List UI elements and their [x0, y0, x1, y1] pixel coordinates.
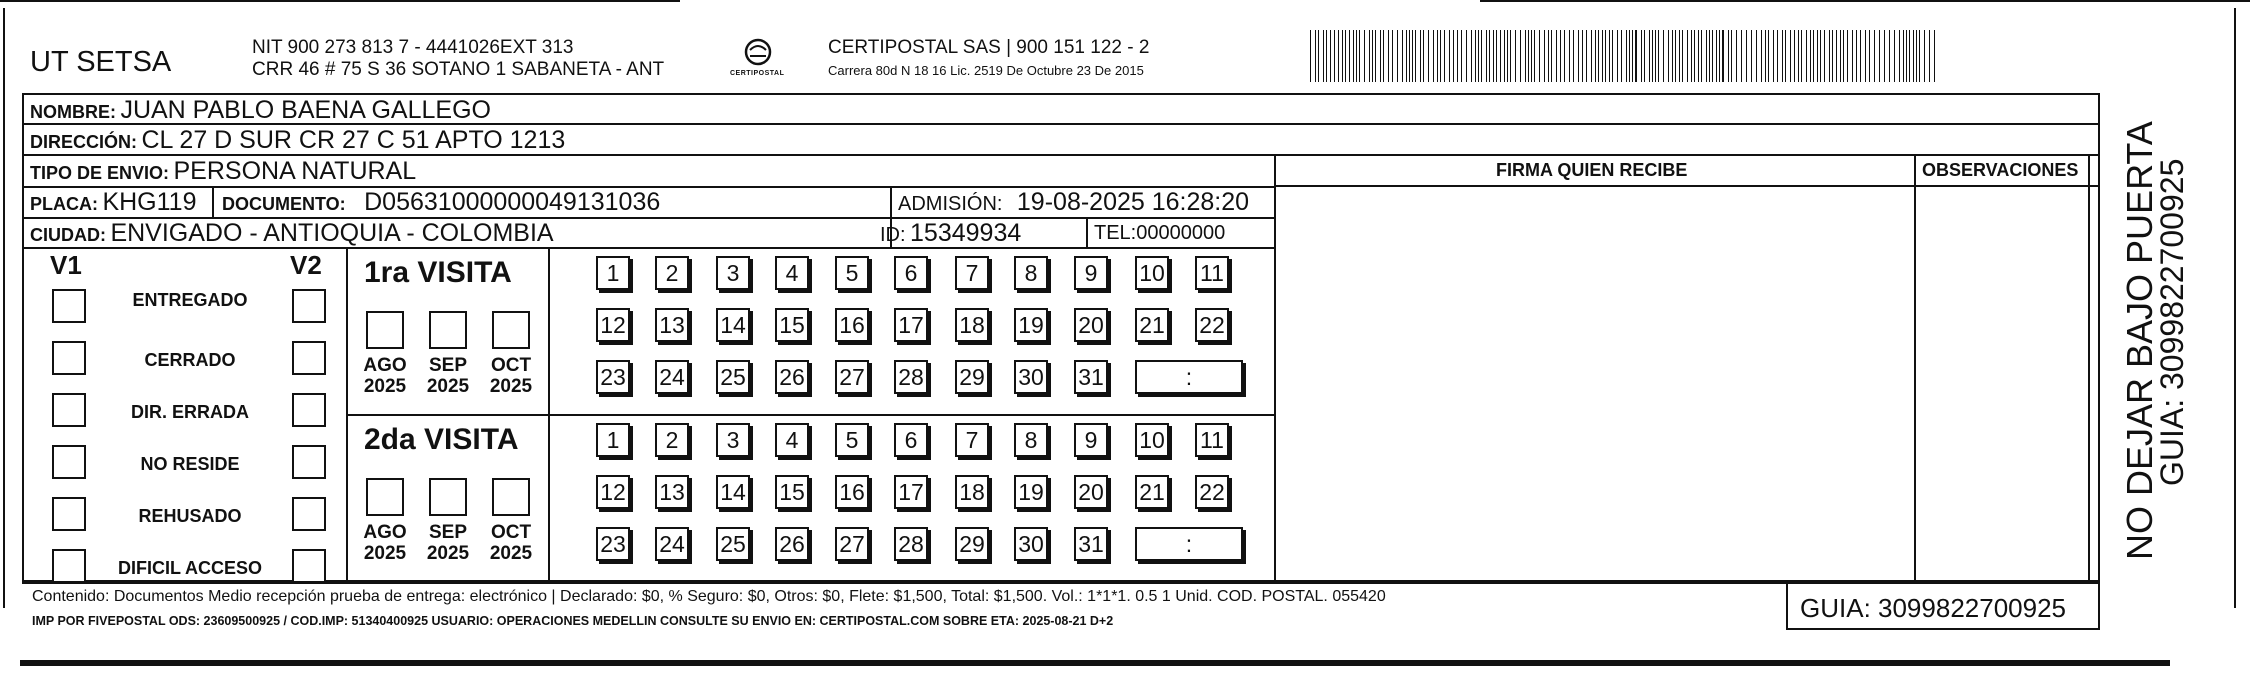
firma-header: FIRMA QUIEN RECIBE [1496, 160, 1688, 180]
day-box[interactable]: 11 [1195, 423, 1229, 457]
company-address: CRR 46 # 75 S 36 SOTANO 1 SABANETA - ANT [252, 59, 665, 80]
day-box[interactable]: 4 [775, 256, 809, 290]
day-box[interactable]: 30 [1014, 527, 1048, 561]
day-box[interactable]: 5 [835, 256, 869, 290]
v2-checkbox[interactable] [292, 497, 326, 531]
placa-sep [212, 186, 214, 217]
day-box[interactable]: 11 [1195, 256, 1229, 290]
day-box[interactable]: 31 [1074, 360, 1108, 394]
admision-row [898, 190, 1249, 215]
month-year: 2025 [489, 375, 533, 397]
visit-title: 1ra VISITA [364, 256, 512, 289]
month-label [483, 356, 539, 398]
v2-checkbox[interactable] [292, 445, 326, 479]
direccion-row [30, 128, 565, 153]
documento-row [222, 190, 660, 215]
v1-checkbox[interactable] [52, 341, 86, 375]
day-box[interactable]: 26 [775, 527, 809, 561]
day-box[interactable]: 23 [596, 360, 630, 394]
nombre-row [30, 98, 491, 123]
day-box[interactable]: 29 [955, 360, 989, 394]
day-box[interactable]: 16 [835, 308, 869, 342]
observaciones-header: OBSERVACIONES [1922, 160, 2079, 180]
day-box[interactable]: 20 [1074, 308, 1108, 342]
status-label: REHUSADO [138, 506, 242, 526]
day-box[interactable]: 19 [1014, 308, 1048, 342]
status-label: DIR. ERRADA [130, 402, 249, 422]
day-box[interactable]: 22 [1195, 308, 1229, 342]
day-box[interactable]: 5 [835, 423, 869, 457]
time-field[interactable]: : [1135, 360, 1243, 394]
day-box[interactable]: 22 [1195, 475, 1229, 509]
day-box[interactable]: 24 [655, 360, 689, 394]
row-line-3b [1276, 185, 2100, 187]
month-year: 2025 [426, 542, 470, 564]
side-guia: GUIA: 3099822700925 [2154, 158, 2190, 486]
visit-divider [346, 414, 1276, 416]
day-box[interactable]: 8 [1014, 256, 1048, 290]
day-box[interactable]: 17 [894, 475, 928, 509]
logo-caption: CERTIPOSTAL [730, 70, 785, 77]
day-box[interactable]: 30 [1014, 360, 1048, 394]
day-box[interactable]: 18 [955, 308, 989, 342]
day-box[interactable]: 27 [835, 527, 869, 561]
placa-value: KHG119 [102, 188, 197, 216]
carrier-name: CERTIPOSTAL SAS | 900 151 122 - 2 [828, 37, 1150, 58]
month-checkbox[interactable] [492, 311, 530, 349]
tipo-row [30, 159, 416, 184]
day-box[interactable]: 2 [655, 423, 689, 457]
row-line-2 [22, 154, 2100, 156]
month-name: SEP [428, 355, 468, 376]
day-box[interactable]: 19 [1014, 475, 1048, 509]
footer-guia: GUIA: 3099822700925 [1800, 593, 2066, 623]
month-year: 2025 [489, 542, 533, 564]
status-label: NO RESIDE [140, 454, 240, 474]
day-box[interactable]: 21 [1135, 475, 1169, 509]
barcode-icon [1310, 30, 1940, 82]
day-box[interactable]: 7 [955, 423, 989, 457]
month-name: AGO [363, 522, 407, 543]
day-box[interactable]: 9 [1074, 256, 1108, 290]
day-box[interactable]: 26 [775, 360, 809, 394]
day-box[interactable]: 23 [596, 527, 630, 561]
v2-checkbox[interactable] [292, 289, 326, 323]
month-name: OCT [490, 355, 532, 376]
time-field[interactable]: : [1135, 527, 1243, 561]
v2-checkbox[interactable] [292, 341, 326, 375]
v1-checkbox[interactable] [52, 289, 86, 323]
month-name: AGO [363, 355, 407, 376]
side-warning: NO DEJAR BAJO PUERTA [2119, 121, 2160, 560]
day-box[interactable]: 15 [775, 475, 809, 509]
documento-label: DOCUMENTO: [222, 194, 346, 214]
documento-value: D05631000000049131036 [364, 188, 661, 216]
day-box[interactable]: 4 [775, 423, 809, 457]
day-box[interactable]: 2 [655, 256, 689, 290]
month-checkbox[interactable] [366, 478, 404, 516]
day-box[interactable]: 29 [955, 527, 989, 561]
day-box[interactable]: 6 [894, 423, 928, 457]
status-label: ENTREGADO [132, 290, 248, 310]
tipo-value: PERSONA NATURAL [173, 157, 417, 185]
nombre-value: JUAN PABLO BAENA GALLEGO [120, 96, 491, 124]
page-left-edge [3, 8, 5, 608]
day-box[interactable]: 31 [1074, 527, 1108, 561]
company-name: UT SETSA [30, 46, 172, 78]
month-name: SEP [428, 522, 468, 543]
day-box[interactable]: 1 [596, 256, 630, 290]
bottom-edge [20, 660, 2170, 666]
month-year: 2025 [363, 375, 407, 397]
month-name: OCT [490, 522, 532, 543]
day-box[interactable]: 18 [955, 475, 989, 509]
day-box[interactable]: 14 [716, 308, 750, 342]
v1-checkbox[interactable] [52, 497, 86, 531]
day-box[interactable]: 9 [1074, 423, 1108, 457]
carrier-license: Carrera 80d N 18 16 Lic. 2519 De Octubre 23 De 2015 [828, 63, 1144, 78]
day-box[interactable]: 13 [655, 308, 689, 342]
day-box[interactable]: 13 [655, 475, 689, 509]
placa-row [30, 190, 196, 215]
ciudad-value: ENVIGADO - ANTIOQUIA - COLOMBIA [110, 219, 554, 247]
top-rule [0, 0, 680, 2]
v2-checkbox[interactable] [292, 549, 326, 583]
day-box[interactable]: 3 [716, 423, 750, 457]
month-year: 2025 [426, 375, 470, 397]
id-row [880, 221, 1021, 246]
v1-checkbox[interactable] [52, 445, 86, 479]
day-box[interactable]: 7 [955, 256, 989, 290]
day-box[interactable]: 25 [716, 527, 750, 561]
day-box[interactable]: 24 [655, 527, 689, 561]
firma-left-line [1274, 154, 1276, 582]
placa-label: PLACA: [30, 194, 98, 214]
status-label: DIFICIL ACCESO [117, 558, 262, 578]
month-checkbox[interactable] [429, 478, 467, 516]
v1-checkbox[interactable] [52, 549, 86, 583]
page-right-edge [2234, 8, 2236, 608]
day-box[interactable]: 16 [835, 475, 869, 509]
day-box[interactable]: 20 [1074, 475, 1108, 509]
row-line-5 [22, 247, 1276, 249]
visit-title: 2da VISITA [364, 423, 519, 456]
day-box[interactable]: 28 [894, 360, 928, 394]
month-checkbox[interactable] [429, 311, 467, 349]
admision-label: ADMISIÓN: [898, 193, 1003, 215]
direccion-label: DIRECCIÓN: [30, 132, 137, 152]
day-box[interactable]: 1 [596, 423, 630, 457]
nombre-label: NOMBRE: [30, 102, 116, 122]
tel-sep [1086, 217, 1088, 247]
obs-right-line [2088, 154, 2090, 582]
day-box[interactable]: 10 [1135, 256, 1169, 290]
day-box[interactable]: 28 [894, 527, 928, 561]
ciudad-row [30, 221, 554, 246]
month-checkbox[interactable] [366, 311, 404, 349]
month-label [420, 523, 476, 565]
day-box[interactable]: 15 [775, 308, 809, 342]
tipo-label: TIPO DE ENVIO: [30, 163, 170, 183]
direccion-value: CL 27 D SUR CR 27 C 51 APTO 1213 [141, 126, 566, 154]
day-box[interactable]: 8 [1014, 423, 1048, 457]
top-rule-right [1480, 0, 2250, 2]
obs-left-line [1914, 154, 1916, 582]
month-year: 2025 [363, 542, 407, 564]
month-label [357, 356, 413, 398]
v1-label: V1 [50, 250, 82, 280]
v1-checkbox[interactable] [52, 393, 86, 427]
status-label: CERRADO [144, 350, 236, 370]
day-box[interactable]: 14 [716, 475, 750, 509]
month-label [420, 356, 476, 398]
day-box[interactable]: 10 [1135, 423, 1169, 457]
footer-content: Contenido: Documentos Medio recepción prueba de entrega: electrónico | Declarado: $0, % Seguro: $0, Otros: $0, Flete: $1,500, Total: $1,500. Vol.: 1*1*1. 0.5 1 Unid. COD. POSTAL. 055420 [32, 588, 1386, 605]
footer-imp: IMP POR FIVEPOSTAL ODS: 23609500925 / COD.IMP: 51340400925 USUARIO: OPERACIONES MEDELLIN CONSULTE SU ENVIO EN: CERTIPOSTAL.COM SOBRE ETA: 2025-08-21 D+2 [32, 614, 1114, 628]
company-nit: NIT 900 273 813 7 - 4441026EXT 313 [252, 37, 574, 58]
month-label [357, 523, 413, 565]
day-box[interactable]: 25 [716, 360, 750, 394]
v2-checkbox[interactable] [292, 393, 326, 427]
month-checkbox[interactable] [492, 478, 530, 516]
v2-label: V2 [290, 250, 322, 280]
day-box[interactable]: 21 [1135, 308, 1169, 342]
day-box[interactable]: 12 [596, 475, 630, 509]
day-box[interactable]: 27 [835, 360, 869, 394]
day-box[interactable]: 17 [894, 308, 928, 342]
admision-value: 19-08-2025 16:28:20 [1016, 188, 1250, 216]
day-box[interactable]: 6 [894, 256, 928, 290]
id-value: 15349934 [910, 219, 1022, 247]
day-box[interactable]: 12 [596, 308, 630, 342]
ciudad-label: CIUDAD: [30, 225, 106, 245]
day-box[interactable]: 3 [716, 256, 750, 290]
month-label [483, 523, 539, 565]
tel-value: TEL:00000000 [1094, 222, 1226, 244]
id-label: ID: [880, 224, 906, 246]
